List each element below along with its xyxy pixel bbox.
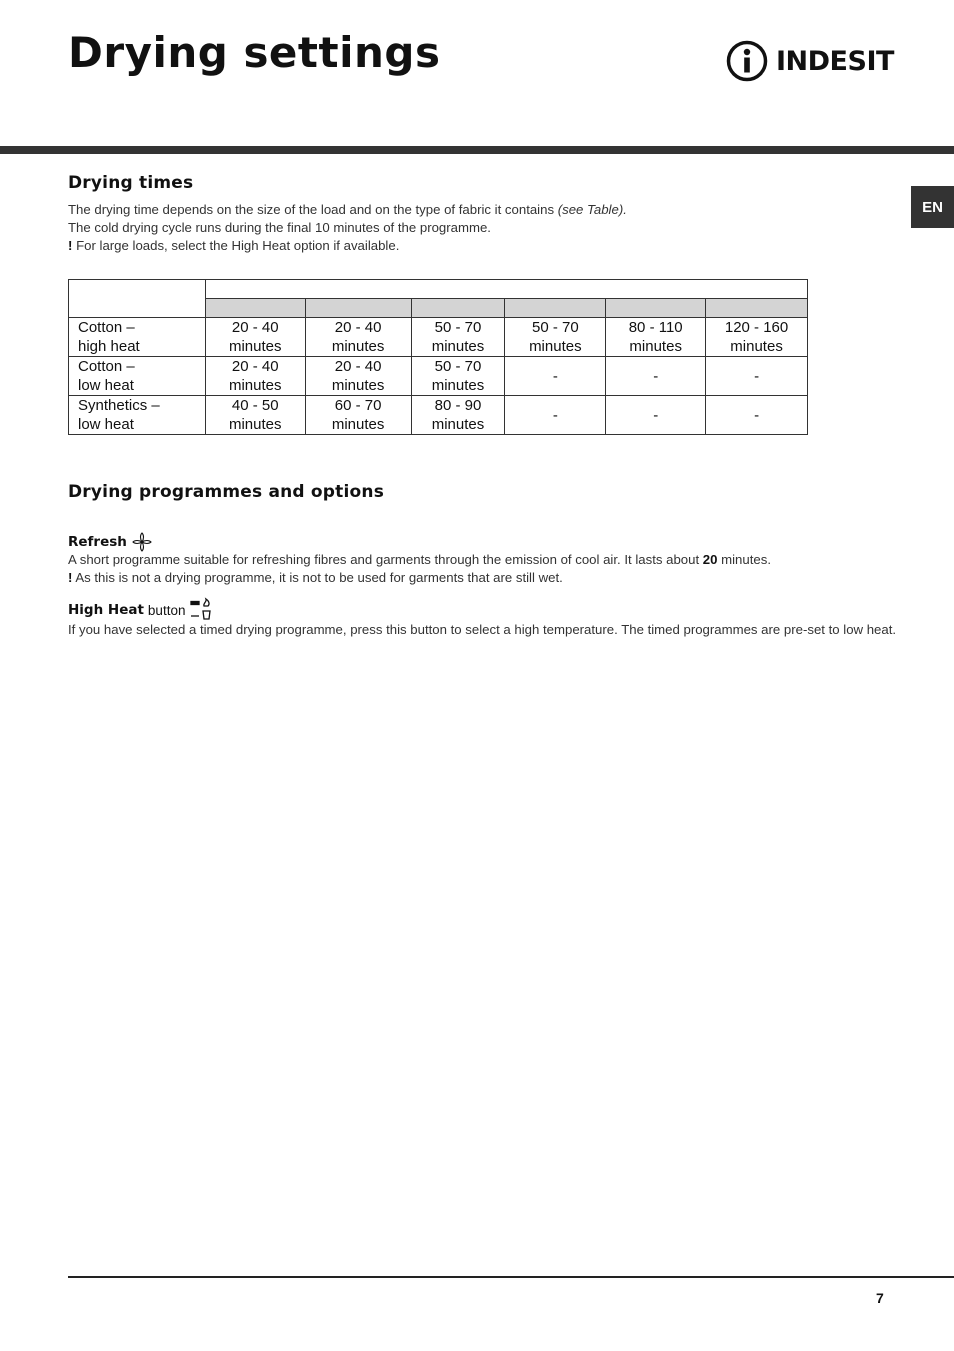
table-cell (305, 318, 411, 357)
table-subheader-cell (205, 299, 305, 318)
cell-unit: minutes (529, 338, 582, 355)
intro-line-1-text: The drying time depends on the size of the load and on the type of fabric it contains (68, 202, 555, 217)
high-heat-heading (68, 597, 214, 623)
cell-value: 50 - 70 (531, 319, 579, 336)
drying-times-intro (68, 201, 627, 255)
refresh-warning: As this is not a drying programme, it is not to be used for garments that are still wet. (75, 570, 563, 585)
table-cell (606, 396, 706, 435)
refresh-title: Refresh (68, 534, 127, 550)
table-cell (305, 396, 411, 435)
row-label-line: Synthetics – (78, 397, 160, 414)
table-cell (411, 318, 505, 357)
cell-value: 20 - 40 (334, 358, 382, 375)
table-row (69, 396, 808, 435)
row-label (69, 357, 206, 396)
brand-name: INDESIT (776, 45, 894, 77)
cell-unit: minutes (431, 377, 485, 394)
refresh-description (68, 551, 771, 587)
refresh-duration-unit: minutes. (721, 552, 771, 567)
table-cell (205, 318, 305, 357)
table-header-cell (205, 280, 807, 299)
cell-value: - (552, 406, 558, 424)
brand-logo (726, 40, 894, 82)
table-cell (606, 357, 706, 396)
cell-unit: minutes (431, 416, 485, 433)
table-cell (706, 396, 808, 435)
refresh-line-1 (68, 551, 771, 569)
cell-value: 60 - 70 (334, 397, 382, 414)
row-label-line: Cotton – (78, 319, 135, 336)
language-tab (911, 186, 954, 228)
cell-value: 80 - 110 (628, 319, 683, 336)
row-label (69, 396, 206, 435)
brand-logo-icon (726, 40, 768, 82)
refresh-text: A short programme suitable for refreshing fibres and garments through the emission of cool air. It lasts about (68, 552, 700, 567)
table-subheader-cell (505, 299, 606, 318)
table-header-row (69, 280, 808, 299)
refresh-line-2 (68, 569, 771, 587)
drying-times-heading: Drying times (68, 173, 194, 193)
table-subheader-cell (305, 299, 411, 318)
table-subheader-cell (706, 299, 808, 318)
table-cell (505, 396, 606, 435)
page-number: 7 (876, 1290, 884, 1306)
refresh-heading (68, 532, 152, 552)
table-subheader-cell (606, 299, 706, 318)
cell-value: - (653, 367, 659, 385)
table-subheader-cell (411, 299, 505, 318)
table-row (69, 357, 808, 396)
table-cell (305, 357, 411, 396)
row-label-line: high heat (78, 338, 140, 355)
table-cell (706, 357, 808, 396)
cell-value: 50 - 70 (434, 319, 482, 336)
footer-divider (68, 1276, 954, 1278)
intro-line-2: The cold drying cycle runs during the final 10 minutes of the programme. (68, 220, 491, 235)
cell-unit: minutes (228, 416, 282, 433)
table-corner-cell (69, 280, 206, 318)
header-divider (0, 146, 954, 154)
programmes-heading: Drying programmes and options (68, 482, 385, 502)
high-heat-title: High Heat (68, 602, 144, 618)
cell-unit: minutes (331, 377, 385, 394)
high-heat-icon (190, 597, 214, 623)
cell-unit: minutes (228, 338, 282, 355)
cell-unit: minutes (730, 338, 783, 355)
table-cell (505, 357, 606, 396)
row-label-line: Cotton – (78, 358, 135, 375)
row-label-line: low heat (78, 416, 134, 433)
refresh-duration: 20 (702, 552, 718, 567)
cell-value: - (754, 367, 760, 385)
high-heat-title-suffix: button (147, 602, 186, 618)
table-cell (706, 318, 808, 357)
cell-unit: minutes (629, 338, 682, 355)
table-cell (205, 396, 305, 435)
intro-line-3 (68, 237, 627, 255)
cell-value: 120 - 160 (724, 319, 789, 336)
cell-unit: minutes (331, 338, 385, 355)
table-cell (505, 318, 606, 357)
warning-mark: ! (68, 238, 73, 253)
cell-value: 40 - 50 (231, 397, 279, 414)
page-title: Drying settings (68, 28, 441, 77)
cell-value: - (754, 406, 760, 424)
row-label (69, 318, 206, 357)
table-cell (411, 396, 505, 435)
table-row (69, 318, 808, 357)
table-reference: (see Table). (557, 202, 627, 217)
cell-unit: minutes (431, 338, 485, 355)
cell-value: 50 - 70 (434, 358, 482, 375)
cell-value: - (552, 367, 558, 385)
cell-value: 20 - 40 (334, 319, 382, 336)
intro-line-3-text: For large loads, select the High Heat option if available. (76, 238, 400, 253)
intro-line-1 (68, 201, 627, 219)
cell-value: 80 - 90 (434, 397, 482, 414)
drying-times-table (68, 279, 808, 435)
table-cell (606, 318, 706, 357)
fan-icon (132, 532, 152, 552)
cell-value: - (653, 406, 659, 424)
high-heat-description: If you have selected a timed drying programme, press this button to select a high temperature. The timed programmes are pre-set to low heat. (68, 622, 897, 637)
table-cell (205, 357, 305, 396)
language-tab-label: EN (922, 198, 943, 216)
cell-value: 20 - 40 (231, 319, 279, 336)
warning-mark: ! (68, 570, 73, 585)
row-label-line: low heat (78, 377, 134, 394)
cell-unit: minutes (331, 416, 385, 433)
table-cell (411, 357, 505, 396)
cell-value: 20 - 40 (231, 358, 279, 375)
cell-unit: minutes (228, 377, 282, 394)
